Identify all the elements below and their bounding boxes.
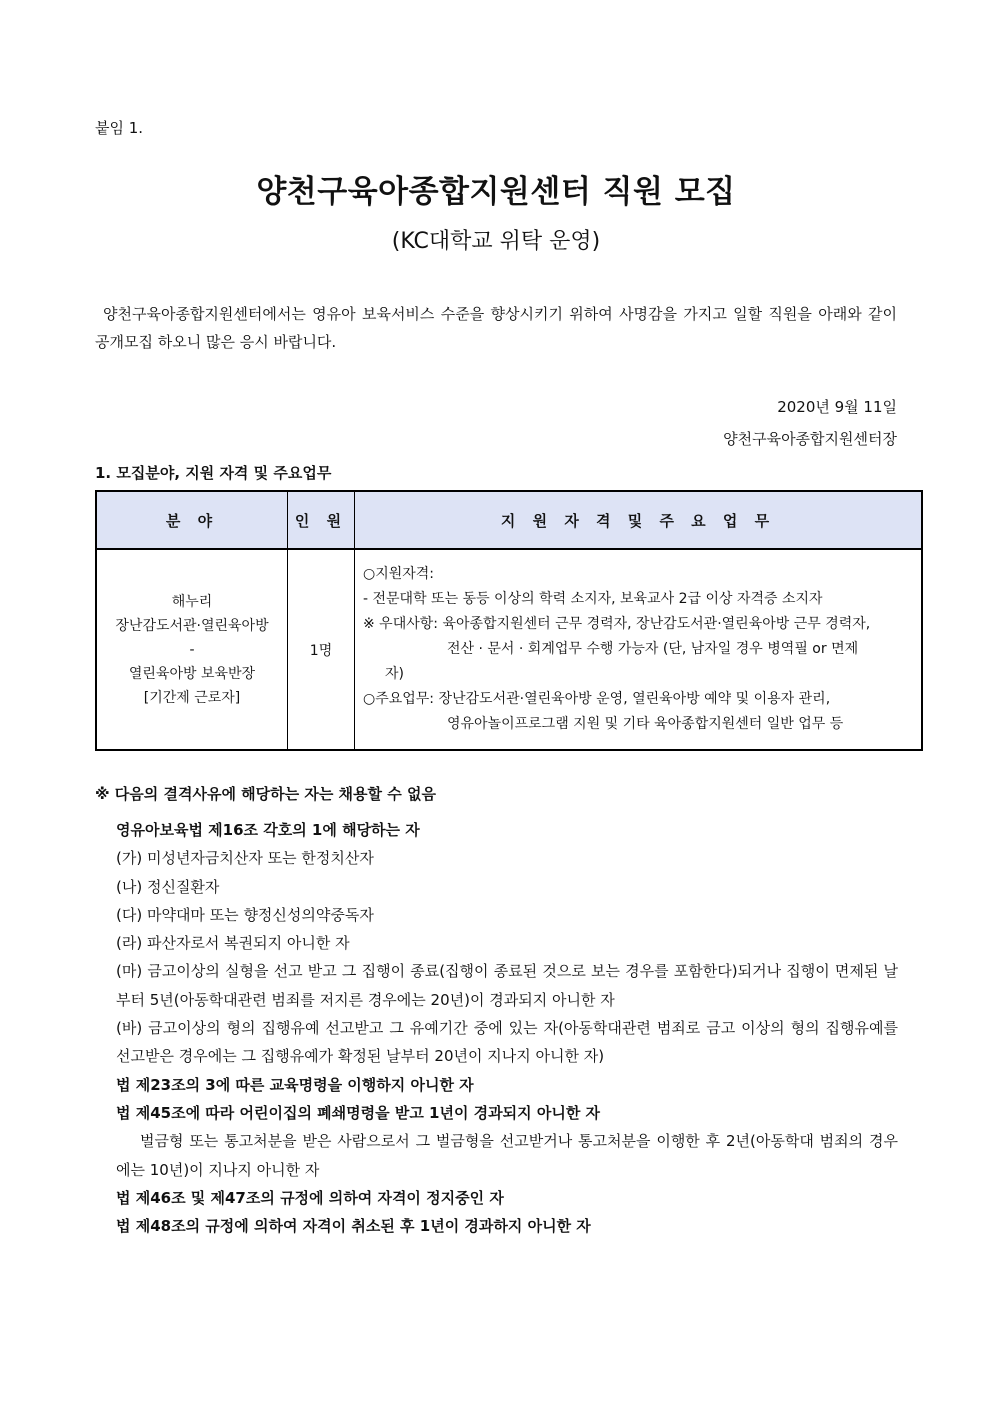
qualification-line: ○주요업무: 장난감도서관·열린육아방 운영, 열린육아방 예약 및 이용자 관리, <box>363 691 831 707</box>
header-qualifications: 지 원 자 격 및 주 요 업 무 <box>355 491 923 549</box>
qualification-line: ※ 우대사항: 육아종합지원센터 근무 경력자, 장난감도서관·열린육아방 근무 경력자, <box>363 616 871 632</box>
announcement-date: 2020년 9월 11일 <box>777 398 897 416</box>
list-item: (나) 정신질환자 <box>116 877 220 896</box>
field-line: - <box>189 641 195 658</box>
list-item: 법 제23조의 3에 따른 교육명령을 이행하지 아니한 자 <box>116 1075 474 1094</box>
field-line: [기간제 근로자] <box>143 689 241 706</box>
field-line: 열린육아방 보육반장 <box>128 665 256 682</box>
table-row <box>96 549 922 750</box>
section-title: 1. 모집분야, 지원 자격 및 주요업무 <box>95 464 332 482</box>
list-item: (바) 금고이상의 형의 집행유예 선고받고 그 유예기간 중에 있는 자(아동학대관련 범죄로 금고 이상의 형의 집행유예를 선고받은 경우에는 그 집행유예가 확정된 날부터 20년이 지나지 아니한 자) <box>116 1019 898 1066</box>
list-item: 법 제45조에 따라 어린이집의 폐쇄명령을 받고 1년이 경과되지 아니한 자 <box>116 1103 601 1122</box>
qualifications-cell <box>355 549 923 750</box>
list-item: (다) 마약대마 또는 향정신성의약중독자 <box>116 905 374 924</box>
list-item: (라) 파산자로서 복권되지 아니한 자 <box>116 934 350 953</box>
list-item: 법 제46조 및 제47조의 규정에 의하여 자격이 정지중인 자 <box>116 1188 504 1207</box>
qualification-line: 자) <box>385 666 404 682</box>
list-item: 법 제48조의 규정에 의하여 자격이 취소된 후 1년이 경과하지 아니한 자 <box>116 1217 591 1236</box>
field-line: 장난감도서관·열린육아방 <box>115 617 269 634</box>
intro-paragraph: 양천구육아종합지원센터에서는 영유아 보육서비스 수준을 향상시키기 위하여 사명감을 가지고 일할 직원을 아래와 같이 공개모집 하오니 많은 응시 바랍니다. <box>95 305 897 351</box>
count-cell: 1명 <box>288 549 355 750</box>
list-item: 영유아보육법 제16조 각호의 1에 해당하는 자 <box>116 821 420 839</box>
header-field: 분 야 <box>96 491 288 549</box>
recruitment-table <box>95 490 923 751</box>
disqualification-list <box>116 816 898 1240</box>
qualification-line: ○지원자격: <box>363 566 435 582</box>
page-title: 양천구육아종합지원센터 직원 모집 <box>256 174 736 210</box>
field-cell <box>96 549 288 750</box>
notice-title: ※ 다음의 결격사유에 해당하는 자는 채용할 수 없음 <box>95 785 436 803</box>
attachment-label: 붙임 1. <box>95 119 144 137</box>
qualification-line: 영유아놀이프로그램 지원 및 기타 육아종합지원센터 일반 업무 등 <box>447 716 844 732</box>
page-subtitle: (KC대학교 위탁 운영) <box>391 229 601 254</box>
qualification-line: 전산 · 문서 · 회계업무 수행 가능자 (단, 남자일 경우 병역필 or 면제 <box>447 641 859 657</box>
field-line: 해누리 <box>171 593 213 610</box>
list-item: 벌금형 또는 통고처분을 받은 사람으로서 그 벌금형을 선고받거나 통고처분을 이행한 후 2년(아동학대 범죄의 경우에는 10년)이 지나지 아니한 자 <box>116 1132 898 1179</box>
list-item: (가) 미성년자금치산자 또는 한정치산자 <box>116 849 374 868</box>
table-header-row <box>96 491 922 549</box>
header-count: 인 원 <box>288 491 355 549</box>
list-item: (마) 금고이상의 실형을 선고 받고 그 집행이 종료(집행이 종료된 것으로 보는 경우를 포함한다)되거나 집행이 면제된 날부터 5년(아동학대관련 범죄를 저지른 경우에는 20년)이 경과되지 아니한 자 <box>116 962 898 1009</box>
organization-signature: 양천구육아종합지원센터장 <box>723 430 897 448</box>
qualification-line: - 전문대학 또는 동등 이상의 학력 소지자, 보육교사 2급 이상 자격증 소지자 <box>363 591 823 607</box>
